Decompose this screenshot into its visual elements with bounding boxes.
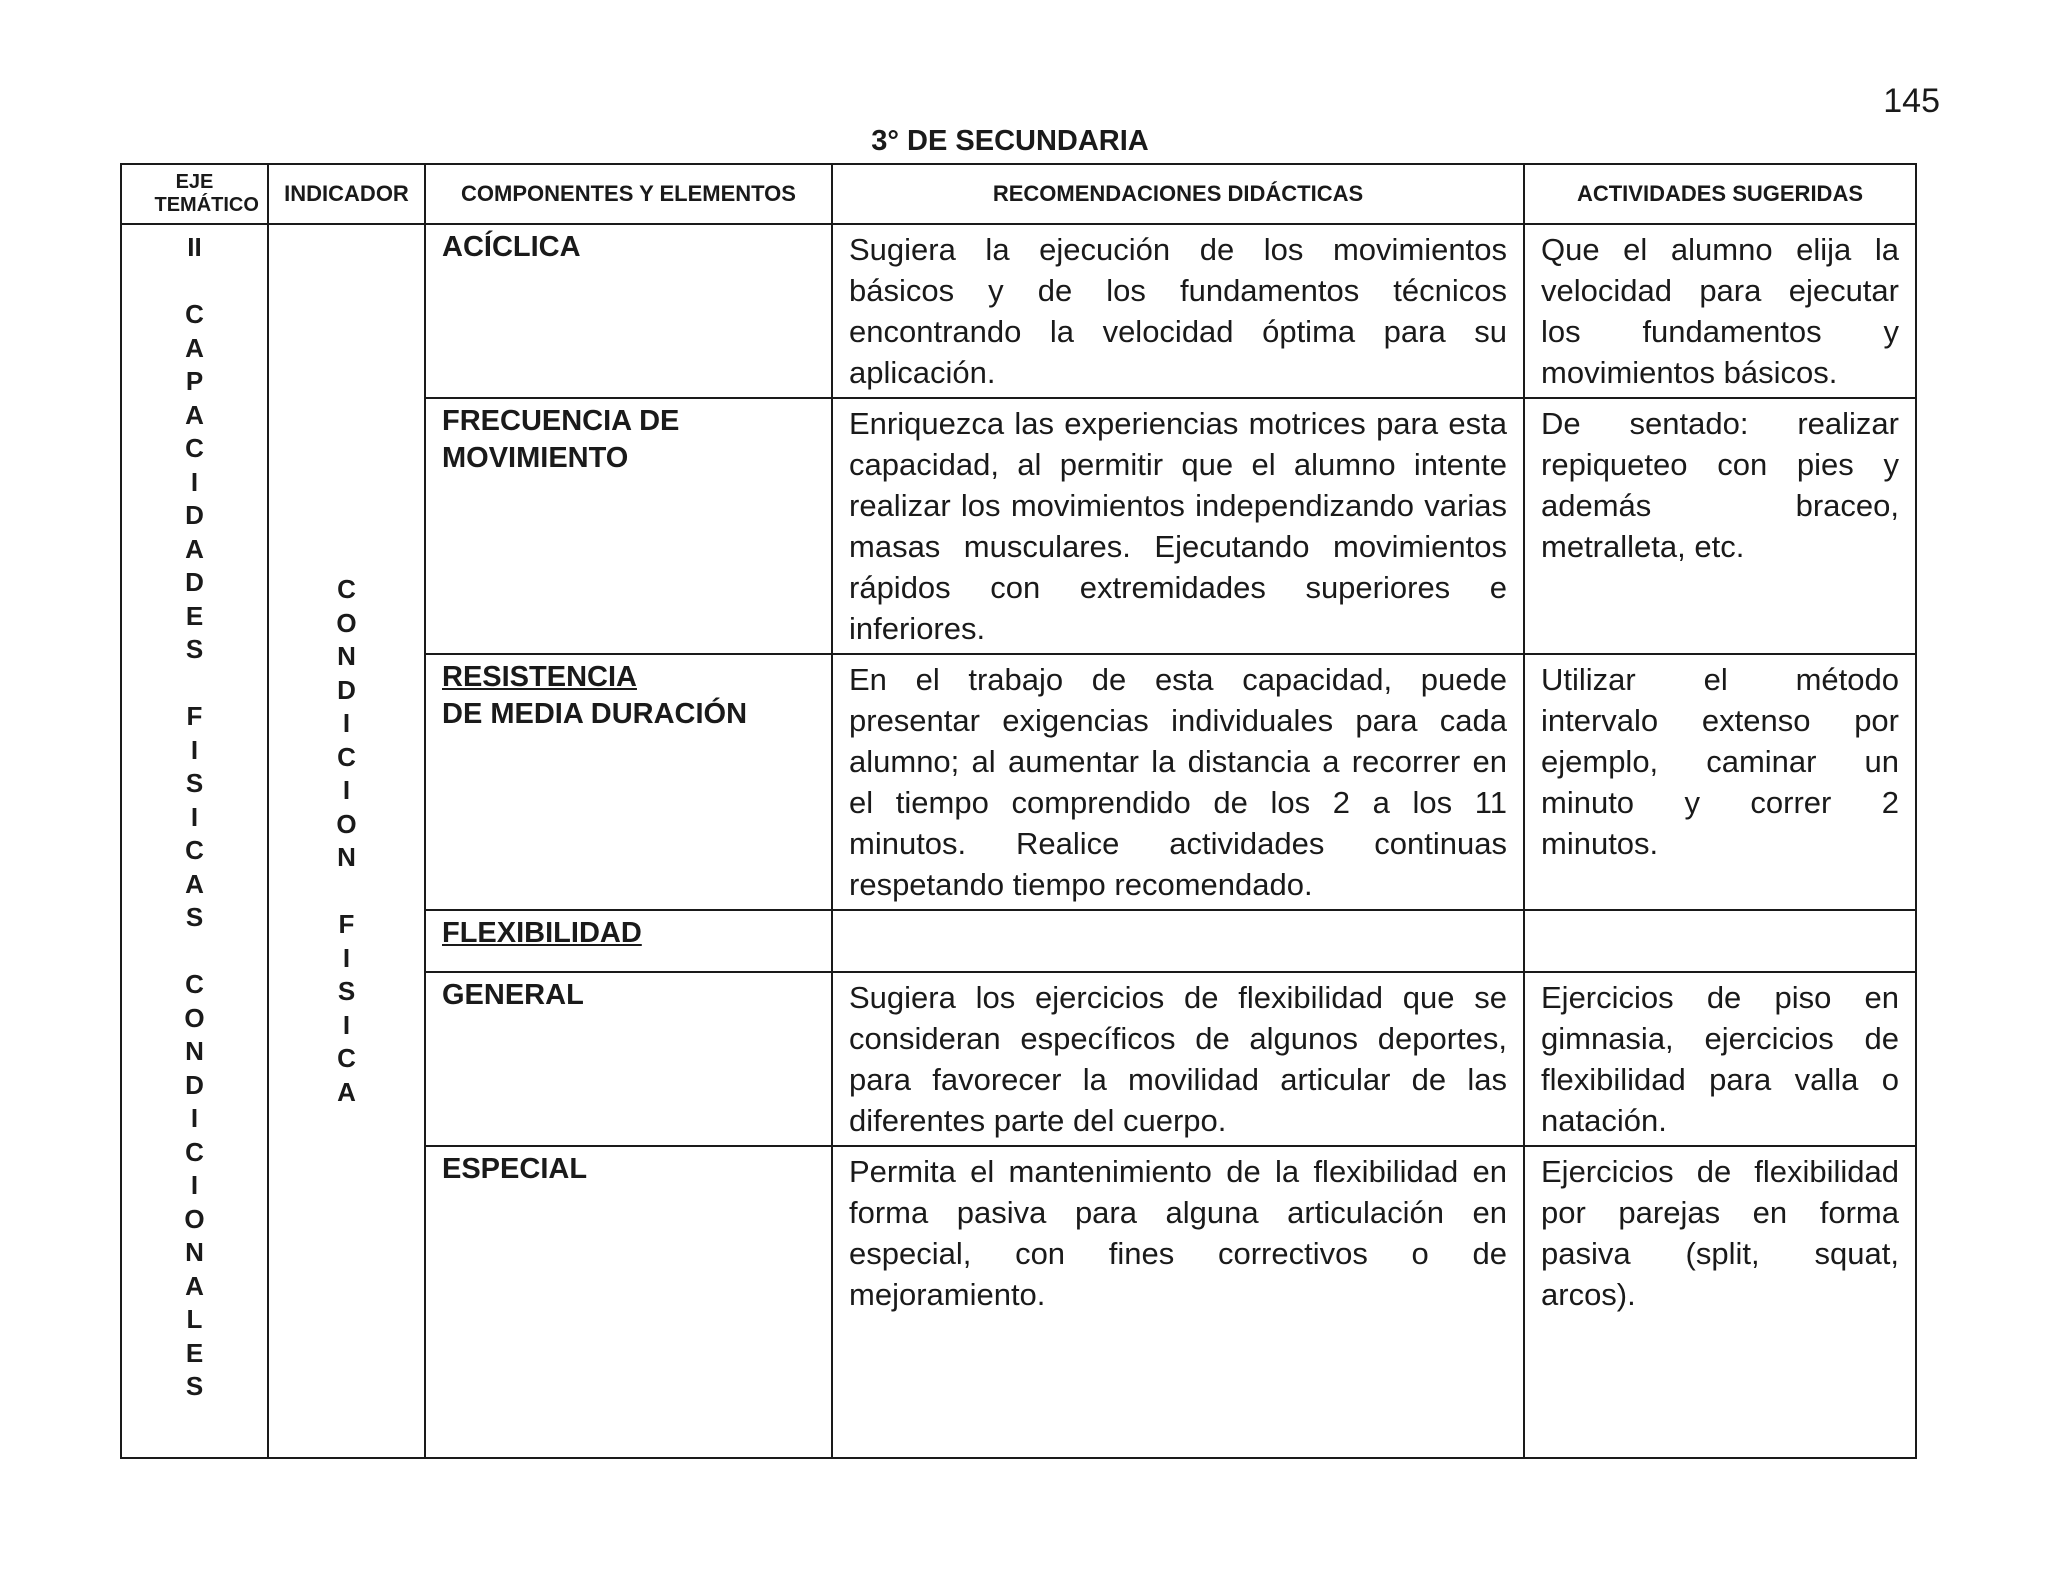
vertical-letter: P — [185, 366, 204, 396]
vertical-letter: O — [184, 1203, 205, 1234]
header-indicador: INDICADOR — [268, 164, 425, 224]
vertical-letter: O — [184, 1002, 205, 1033]
vertical-letter: D — [337, 674, 356, 705]
document-title: 3° DE SECUNDARIA — [871, 125, 1149, 157]
component-label: ACÍCLICA — [442, 231, 581, 263]
recommendation-cell: En el trabajo de esta capacidad, puede presentar exigencias individuales para cada alumno; al aumentar la distancia a recorrer en el tiempo comprendido de los 2 a los 11 minutos. Realice actividades continuas respetando tiempo recomendado. — [832, 654, 1524, 910]
vertical-letter: S — [185, 634, 204, 664]
recommendation-cell: Sugiera los ejercicios de flexibilidad que se consideran específicos de algunos deportes, para favorecer la movilidad articular de las diferentes parte del cuerpo. — [832, 972, 1524, 1146]
vertical-letter: C — [185, 433, 204, 463]
recommendation-cell: Enriquezca las experiencias motrices para esta capacidad, al permitir que el alumno intente realizar los movimientos independizando varias masas musculares. Ejecutando movimientos rápidos con extremidades superiores e inferiores. — [832, 398, 1524, 654]
vertical-letter: D — [185, 500, 204, 530]
component-label-line2: DE MEDIA DURACIÓN — [442, 698, 748, 730]
component-label: RESISTENCIA — [442, 661, 637, 693]
vertical-letter: A — [185, 399, 204, 430]
vertical-letter: I — [190, 734, 199, 765]
vertical-letter: S — [337, 976, 356, 1006]
component-label: GENERAL — [442, 979, 584, 1011]
vertical-letter: N — [337, 641, 356, 671]
vertical-letter: D — [185, 567, 204, 597]
component-cell — [425, 972, 832, 1146]
vertical-letter: II — [187, 232, 202, 262]
component-cell — [425, 910, 832, 972]
activity-cell: De sentado: realizar repiqueteo con pies y además braceo, metralleta, etc. — [1524, 398, 1916, 654]
vertical-letter: C — [185, 835, 204, 865]
component-cell — [425, 398, 832, 654]
vertical-letter: F — [338, 909, 355, 939]
vertical-letter: C — [185, 1136, 204, 1167]
recommendation-cell: Sugiera la ejecución de los movimientos básicos y de los fundamentos técnicos encontrando la velocidad óptima para su aplicación. — [832, 224, 1524, 398]
vertical-letter: I — [342, 942, 351, 973]
vertical-letter: N — [337, 842, 356, 872]
vertical-letter: A — [337, 1076, 356, 1107]
vertical-letter: F — [186, 701, 203, 731]
curriculum-table — [120, 163, 1917, 1459]
activity-cell: Que el alumno elija la velocidad para ejecutar los fundamentos y movimientos básicos. — [1524, 224, 1916, 398]
component-cell — [425, 654, 832, 910]
component-label: ESPECIAL — [442, 1153, 588, 1185]
vertical-letter: C — [337, 1043, 356, 1073]
vertical-letter: S — [185, 902, 204, 932]
vertical-letter: I — [342, 775, 351, 805]
component-label: FRECUENCIA DE — [442, 405, 680, 437]
header-actividades: ACTIVIDADES SUGERIDAS — [1524, 164, 1916, 224]
component-label-line2: MOVIMIENTO — [442, 442, 629, 474]
vertical-letter: O — [336, 808, 357, 839]
vertical-letter: N — [185, 1237, 204, 1267]
vertical-letter: A — [185, 1270, 204, 1301]
page-number: 145 — [1883, 82, 1940, 120]
vertical-letter: E — [185, 1337, 204, 1368]
table-row — [121, 224, 1916, 398]
vertical-letter: N — [185, 1036, 204, 1066]
eje-tematico-cell — [121, 224, 268, 1458]
vertical-letter: C — [185, 969, 204, 999]
vertical-letter: O — [336, 607, 357, 638]
activity-cell: Ejercicios de flexibilidad por parejas en forma pasiva (split, squat, arcos). — [1524, 1146, 1916, 1458]
vertical-letter: E — [185, 600, 204, 631]
recommendation-cell — [832, 910, 1524, 972]
vertical-letter: C — [337, 574, 356, 604]
component-cell — [425, 224, 832, 398]
vertical-letter: I — [190, 1103, 199, 1133]
vertical-letter: C — [185, 299, 204, 329]
table-header-row — [121, 164, 1916, 224]
header-componentes: COMPONENTES Y ELEMENTOS — [425, 164, 832, 224]
header-recomendaciones: RECOMENDACIONES DIDÁCTICAS — [832, 164, 1524, 224]
vertical-letter: I — [342, 708, 351, 738]
vertical-letter: A — [185, 868, 204, 899]
vertical-letter: A — [185, 332, 204, 363]
activity-cell: Ejercicios de piso en gimnasia, ejercicios de flexibilidad para valla o natación. — [1524, 972, 1916, 1146]
eje-vertical-text — [122, 225, 267, 1404]
vertical-letter: S — [185, 1371, 204, 1401]
vertical-letter: C — [337, 741, 356, 772]
vertical-letter: I — [342, 1009, 351, 1040]
vertical-letter: D — [185, 1069, 204, 1100]
vertical-letter: I — [190, 801, 199, 832]
activity-cell: Utilizar el método intervalo extenso por ejemplo, caminar un minuto y correr 2 minutos. — [1524, 654, 1916, 910]
indicador-cell — [268, 224, 425, 1458]
header-eje-text: EJE TEMÁTICO — [154, 171, 259, 216]
header-eje-tematico — [121, 164, 268, 224]
component-label: FLEXIBILIDAD — [442, 917, 642, 949]
vertical-letter: S — [185, 768, 204, 798]
vertical-letter: L — [186, 1304, 203, 1334]
vertical-letter: A — [185, 533, 204, 564]
vertical-letter: I — [190, 1170, 199, 1200]
vertical-letter: I — [190, 466, 199, 497]
activity-cell — [1524, 910, 1916, 972]
indicador-vertical-text — [269, 573, 424, 1109]
recommendation-cell: Permita el mantenimiento de la flexibilidad en forma pasiva para alguna articulación en especial, con fines correctivos o de mejoramiento. — [832, 1146, 1524, 1458]
component-cell — [425, 1146, 832, 1458]
